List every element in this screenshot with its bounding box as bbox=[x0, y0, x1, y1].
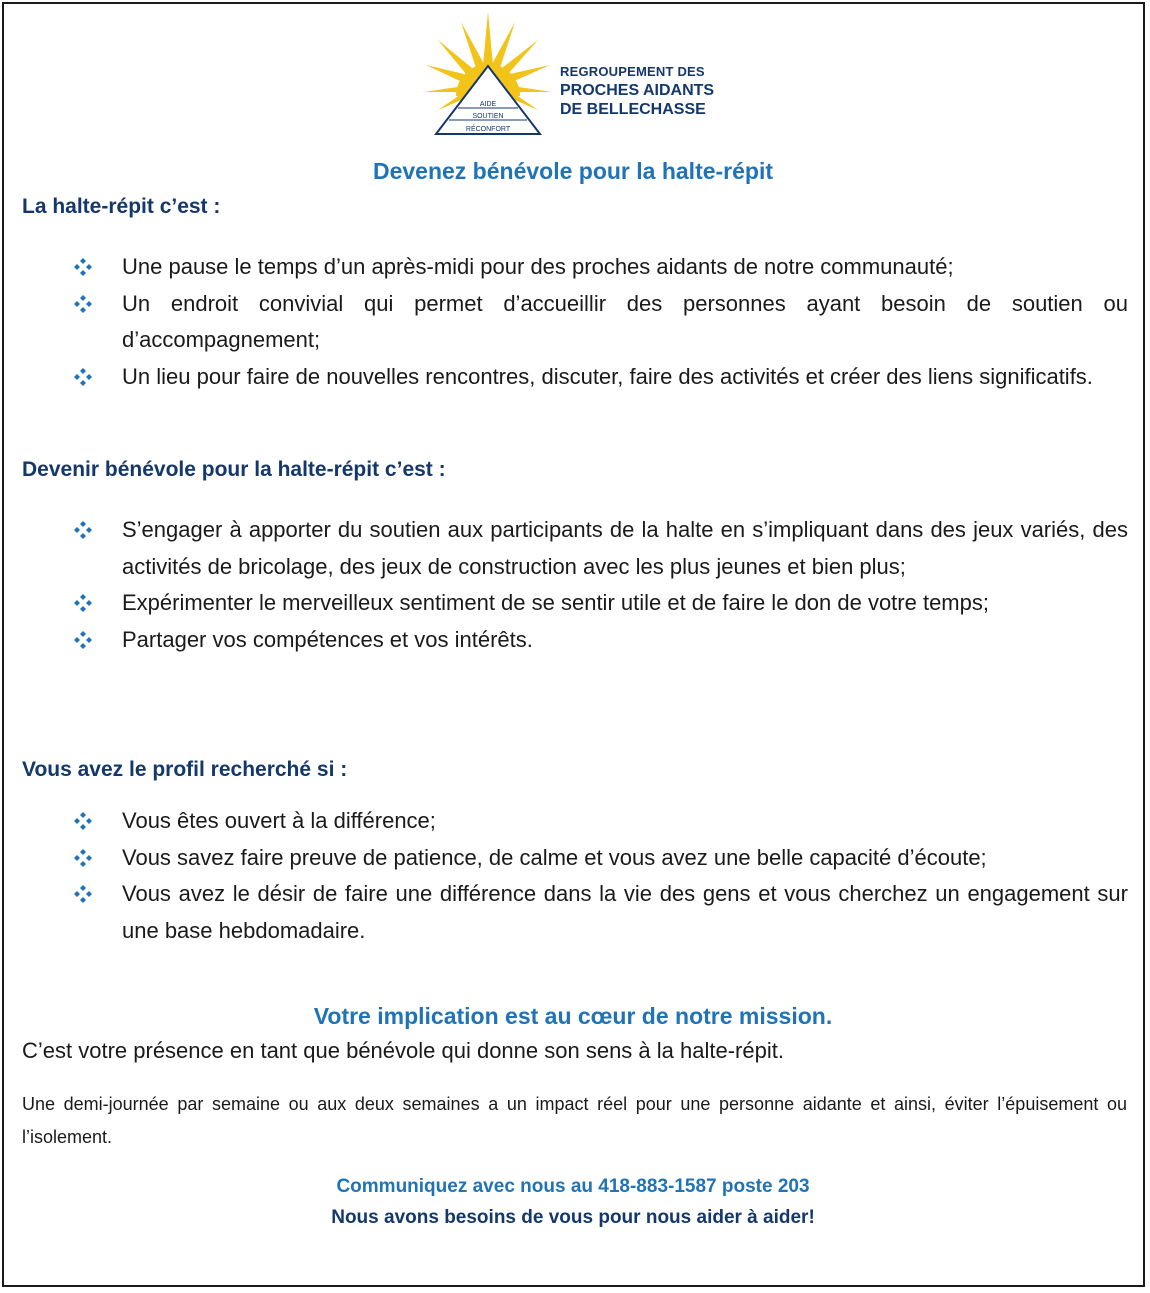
sun-icon bbox=[420, 10, 560, 140]
list-item bbox=[70, 840, 1128, 877]
logo-line-1: REGROUPEMENT DES bbox=[560, 64, 705, 79]
list-item-text: Expérimenter le merveilleux sentiment de se sentir utile et de faire le don de votre temps; bbox=[122, 590, 989, 615]
list-item bbox=[70, 585, 1128, 622]
seal-word-reconfort: RÉCONFORT bbox=[465, 126, 511, 133]
section-3-heading: Vous avez le profil recherché si : bbox=[22, 758, 348, 781]
list-item bbox=[70, 622, 1128, 659]
list-item bbox=[70, 249, 1128, 286]
diamond-bullet-icon bbox=[70, 876, 96, 912]
diamond-bullet-icon bbox=[70, 585, 96, 621]
section-2-list bbox=[70, 512, 1128, 658]
list-item-text: Un lieu pour faire de nouvelles rencontres, discuter, faire des activités et créer des liens significatifs. bbox=[122, 363, 1093, 389]
section-1-list bbox=[70, 249, 1128, 395]
diamond-bullet-icon bbox=[70, 803, 96, 839]
diamond-bullet-icon bbox=[70, 622, 96, 658]
section-2-heading: Devenir bénévole pour la halte-répit c’est : bbox=[22, 458, 446, 481]
section-3-list bbox=[70, 803, 1128, 949]
logo-line-2: PROCHES AIDANTS bbox=[560, 82, 715, 99]
list-item-text: Un endroit convivial qui permet d’accueillir des personnes ayant besoin de soutien ou d’accompagnement; bbox=[122, 290, 1128, 352]
diamond-bullet-icon bbox=[70, 840, 96, 876]
diamond-bullet-icon bbox=[70, 286, 96, 322]
contact-line-1: Communiquez avec nous au 418-883-1587 poste 203 bbox=[336, 1176, 810, 1197]
list-item bbox=[70, 803, 1128, 840]
logo-text bbox=[560, 62, 714, 119]
list-item bbox=[70, 512, 1128, 585]
list-item-text: Vous avez le désir de faire une différence dans la vie des gens et vous cherchez un engagement sur une base hebdomadaire. bbox=[122, 881, 1128, 943]
list-item bbox=[70, 359, 1128, 396]
diamond-bullet-icon bbox=[70, 359, 96, 395]
section-1-heading: La halte-répit c’est : bbox=[22, 195, 221, 218]
mission-detail: Une demi-journée par semaine ou aux deux semaines a un impact réel pour une personne aidante et ainsi, éviter l’épuisement ou l’isolement. bbox=[22, 1094, 1127, 1147]
list-item-text: Vous êtes ouvert à la différence; bbox=[122, 808, 436, 833]
logo-line-3: DE BELLECHASSE bbox=[560, 101, 706, 118]
mission-title: Votre implication est au cœur de notre mission. bbox=[313, 1003, 833, 1029]
list-item-text: Vous savez faire preuve de patience, de calme et vous avez une belle capacité d’écoute; bbox=[122, 844, 987, 870]
list-item-text: Partager vos compétences et vos intérêts. bbox=[122, 626, 533, 652]
diamond-bullet-icon bbox=[70, 249, 96, 285]
contact-line-2: Nous avons besoins de vous pour nous aider à aider! bbox=[331, 1207, 815, 1228]
list-item bbox=[70, 876, 1128, 949]
list-item-text: Une pause le temps d’un après-midi pour des proches aidants de notre communauté; bbox=[122, 254, 954, 279]
logo bbox=[420, 10, 740, 140]
list-item-text: S’engager à apporter du soutien aux participants de la halte en s’impliquant dans des jeux variés, des activités de bricolage, des jeux de construction avec les plus jeunes et bien plus; bbox=[122, 517, 1128, 579]
seal-word-soutien: SOUTIEN bbox=[472, 113, 504, 120]
mission-text: C’est votre présence en tant que bénévole qui donne son sens à la halte-répit. bbox=[22, 1038, 784, 1063]
seal-word-aide: AIDE bbox=[479, 101, 497, 108]
diamond-bullet-icon bbox=[70, 512, 96, 548]
list-item bbox=[70, 286, 1128, 359]
page-title: Devenez bénévole pour la halte-répit bbox=[372, 158, 774, 184]
